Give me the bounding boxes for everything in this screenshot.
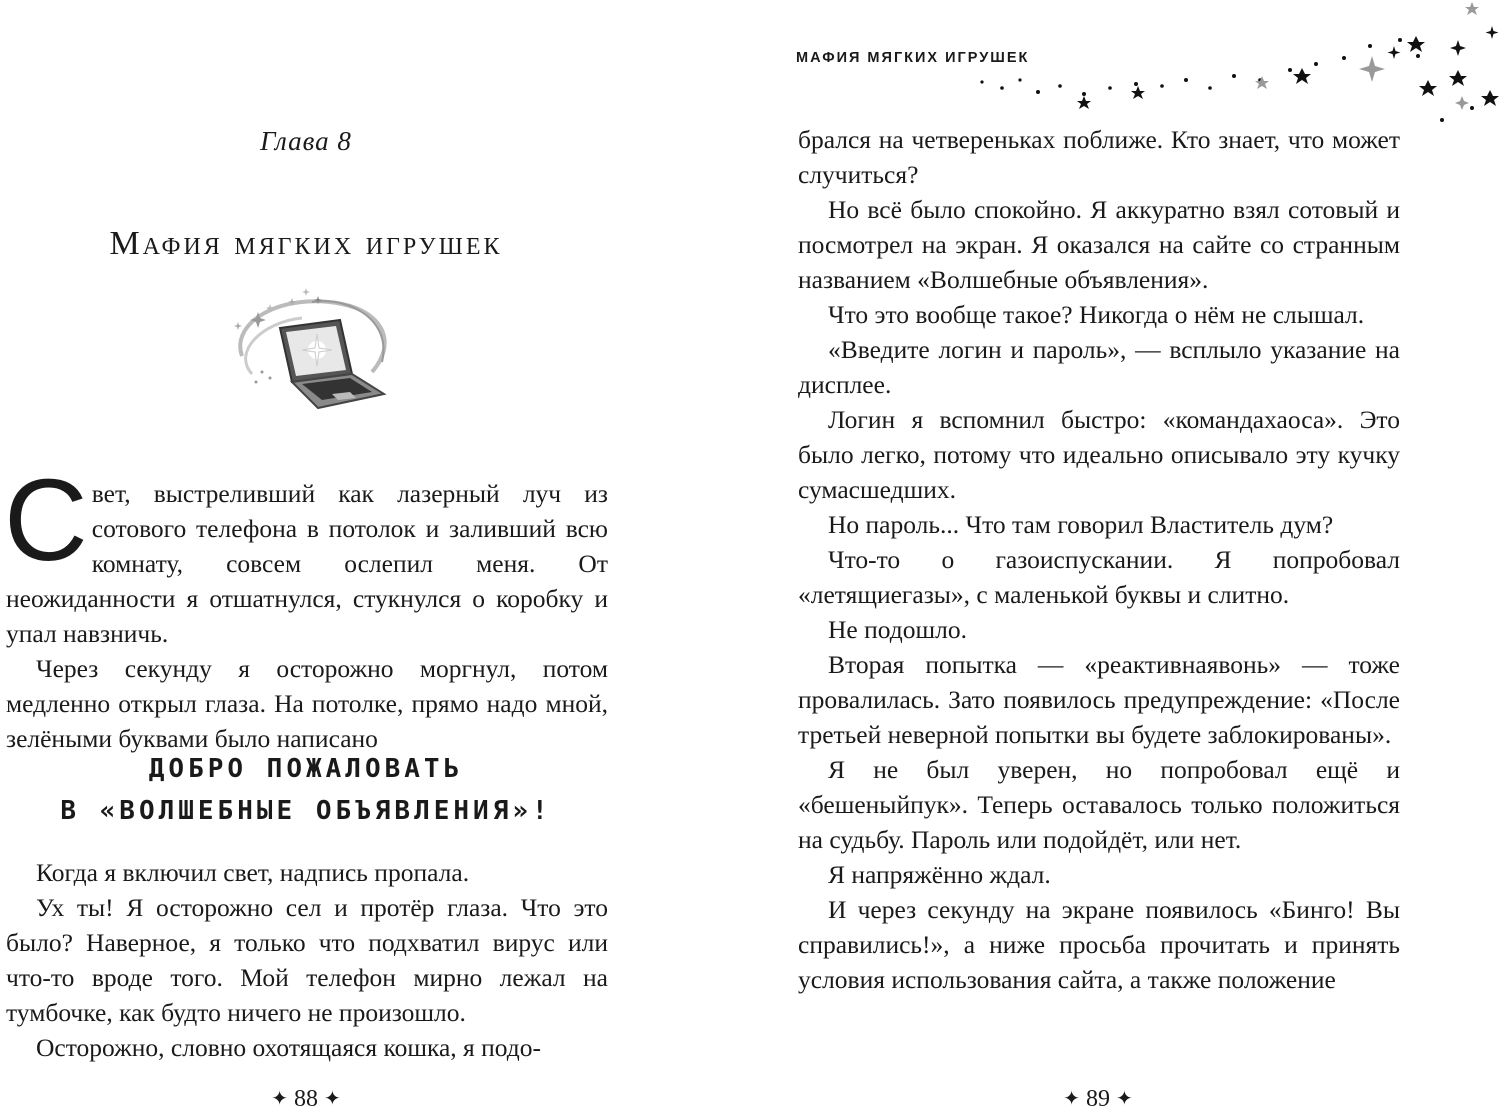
paragraph: Что это вообще такое? Никогда о нём не слышал. (828, 300, 1365, 329)
paragraph: Логин я вспомнил быстро: «командахаоса». Это было легко, потому что идеально описывало эту кучку сумасшедших. (798, 405, 1400, 504)
paragraph: Но всё было спокойно. Я аккуратно взял сотовый и посмотрел на экран. Я оказался на сайте со странным названием «Волшебные объявления». (798, 195, 1400, 294)
page-number: 89 (1086, 1086, 1110, 1112)
paragraph: Осторожно, словно охотящаяся кошка, я подо- (36, 1033, 542, 1062)
star-ornament-icon: ✦ (324, 1088, 341, 1110)
star-ornament-icon: ✦ (1063, 1088, 1080, 1110)
drop-cap: С (4, 455, 88, 585)
paragraph: Ух ты! Я осторожно сел и протёр глаза. Что это было? Наверное, я только что подхватил вирус или что-то вроде того. Мой телефон мирно лежал на тумбочке, как будто ничего не произошло. (6, 893, 608, 1027)
opening-paragraph: вет, выстреливший как лазерный луч из сотового телефона в потолок и заливший всю комнату, совсем ослепил меня. От неожиданности я отшатнулся, стукнулся о коробку и упал навзничь. (6, 479, 608, 648)
laptop-illustration-icon (222, 282, 398, 414)
paragraph: Через секунду я осторожно моргнул, потом медленно открыл глаза. На потолке, прямо надо мной, зелёными буквами было написано (6, 654, 608, 753)
paragraph: Когда я включил свет, надпись пропала. (36, 858, 470, 887)
star-ornament-icon: ✦ (271, 1088, 288, 1110)
paragraph: «Введите логин и пароль», — всплыло указание на дисплее. (798, 335, 1400, 399)
paragraph: И через секунду на экране появилось «Бинго! Вы справились!», а ниже просьба прочитать и принять условия использования сайта, а также положение (798, 895, 1400, 994)
paragraph: Не подошло. (828, 615, 967, 644)
star-trail-icon (972, 0, 1504, 135)
star-ornament-icon: ✦ (1116, 1088, 1133, 1110)
page-number-right (998, 1086, 1198, 1113)
right-page-text (798, 122, 1400, 997)
chapter-number: Глава 8 (260, 126, 352, 156)
running-head: МАФИЯ МЯГКИХ ИГРУШЕК (796, 50, 1030, 66)
continued-text (6, 855, 608, 1065)
chapter-title: Мафия мягких игрушек (109, 224, 503, 262)
page-number-left (206, 1086, 406, 1113)
right-page (752, 0, 1504, 1120)
screen-message-line: ДОБРО ПОЖАЛОВАТЬ (148, 754, 464, 784)
paragraph: Я напряжённо ждал. (828, 860, 1051, 889)
paragraph: Что-то о газоиспускании. Я попробовал «летящиегазы», с маленькой буквы и слитно. (798, 545, 1400, 609)
opening-text (4, 455, 608, 756)
paragraph: Но пароль... Что там говорил Властитель дум? (828, 510, 1334, 539)
screen-message (0, 748, 612, 832)
paragraph: брался на четвереньках поближе. Кто знает, что может случиться? (798, 125, 1400, 189)
paragraph: Вторая попытка — «реактивнаявонь» — тоже провалилась. Зато появилось предупреждение: «После третьей неверной попытки вы будете заблокированы». (798, 650, 1400, 749)
screen-message-line: В «ВОЛШЕБНЫЕ ОБЪЯВЛЕНИЯ»! (60, 796, 552, 826)
paragraph: Я не был уверен, но попробовал ещё и «бешеныйпук». Теперь оставалось только положиться на судьбу. Пароль или подойдёт, или нет. (798, 755, 1400, 854)
page-number: 88 (294, 1086, 318, 1112)
